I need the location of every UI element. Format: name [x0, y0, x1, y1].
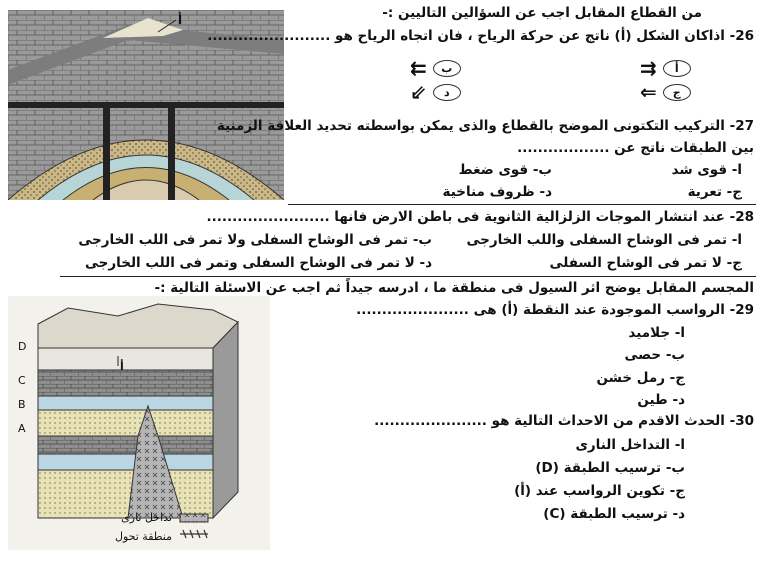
section1-intro: من القطاع المقابل اجب عن السؤالين التاليين :- [382, 5, 702, 21]
figure-point-label: أ [178, 13, 183, 27]
legend-igneous-intrusion: تداخل نارى [121, 511, 172, 524]
layer-label-b: B [18, 398, 26, 411]
question-27 [217, 117, 754, 135]
q29-option-c[interactable]: ج- رمل خشن [596, 370, 685, 386]
question-26-number: 26- [729, 28, 754, 44]
legend-metamorphic-zone: منطقة تحول [114, 530, 172, 543]
q26-option-a-key: أ [663, 60, 691, 77]
q28-option-c[interactable]: ج- لا تمر فى الوشاح السفلى [549, 255, 742, 271]
q26-option-c-glyph: ⇐ [640, 80, 657, 104]
question-27-line2: بين الطبقات ناتج عن .................. [517, 140, 754, 156]
q30-option-b[interactable]: ب- ترسيب الطبقة (D) [535, 460, 685, 476]
q26-option-d-key: د [433, 84, 461, 101]
q26-option-a[interactable] [640, 56, 691, 80]
question-26 [207, 27, 754, 45]
q27-option-c[interactable]: ج- تعرية [687, 184, 742, 200]
question-28-text: عند انتشار الموجات الزلزالية الثانوية فى باطن الارض فانها ........................ [206, 209, 725, 225]
q28-option-b[interactable]: ب- تمر فى الوشاح السفلى ولا تمر فى اللب الخارجى [78, 232, 432, 248]
layer-label-c: C [18, 374, 26, 387]
question-28 [207, 208, 754, 226]
q30-option-c[interactable]: ج- تكوين الرواسب عند (أ) [514, 483, 685, 499]
q29-option-b[interactable]: ب- حصى [624, 347, 685, 363]
question-26-text: اذاكان الشكل (أ) ناتج عن حركة الرياح ، فان اتجاه الرياح هو ........................ [207, 28, 725, 44]
question-30 [374, 412, 754, 430]
block-point-label: أ [120, 360, 124, 373]
q28-option-d[interactable]: د- لا تمر فى الوشاح السفلى وتمر فى اللب الخارجى [84, 255, 432, 271]
q30-option-a[interactable]: ا- التداخل النارى [575, 437, 685, 453]
q29-option-a[interactable]: ا- جلاميد [628, 325, 685, 341]
q28-option-a[interactable]: ا- تمر فى الوشاح السفلى واللب الخارجى [466, 232, 742, 248]
question-30-number: 30- [729, 413, 754, 429]
q30-option-d[interactable]: د- ترسيب الطبقة (C) [543, 506, 685, 522]
question-30-text: الحدث الاقدم من الاحداث التالية هو ...................... [374, 413, 725, 429]
q26-option-b-glyph: ⇇ [410, 56, 427, 80]
question-27-line1: التركيب التكتونى الموضح بالقطاع والذى يمكن بواسطته تحديد العلاقة الزمنية [216, 118, 725, 134]
divider-2 [60, 276, 756, 277]
q26-option-a-glyph: ⇉ [640, 56, 657, 80]
q26-option-b[interactable] [410, 56, 461, 80]
q29-option-d[interactable]: د- طين [637, 392, 685, 408]
q26-option-d[interactable] [410, 80, 461, 104]
question-29 [356, 301, 754, 319]
layer-label-a: A [18, 422, 26, 435]
question-29-text: الرواسب الموجودة عند النقطة (أ) هى ...................... [356, 302, 725, 318]
question-28-number: 28- [729, 209, 754, 225]
divider-1 [288, 204, 756, 205]
q27-option-b[interactable]: ب- قوى ضغط [458, 162, 552, 178]
question-27-number: 27- [729, 118, 754, 134]
q26-option-c[interactable] [640, 80, 691, 104]
q27-option-d[interactable]: د- ظروف مناخية [442, 184, 552, 200]
q27-option-a[interactable]: ا- قوى شد [671, 162, 742, 178]
q26-option-d-glyph: ⇙ [410, 80, 427, 104]
section2-intro: المجسم المقابل يوضح اثر السيول فى منطقة ما ، ادرسه جيداً ثم اجب عن الاسئلة التالية :- [154, 280, 754, 296]
layer-label-d: D [18, 340, 27, 353]
question-29-number: 29- [729, 302, 754, 318]
q26-option-c-key: ج [663, 84, 691, 101]
q26-option-b-key: ب [433, 60, 461, 77]
block-diagram-figure [8, 296, 270, 550]
